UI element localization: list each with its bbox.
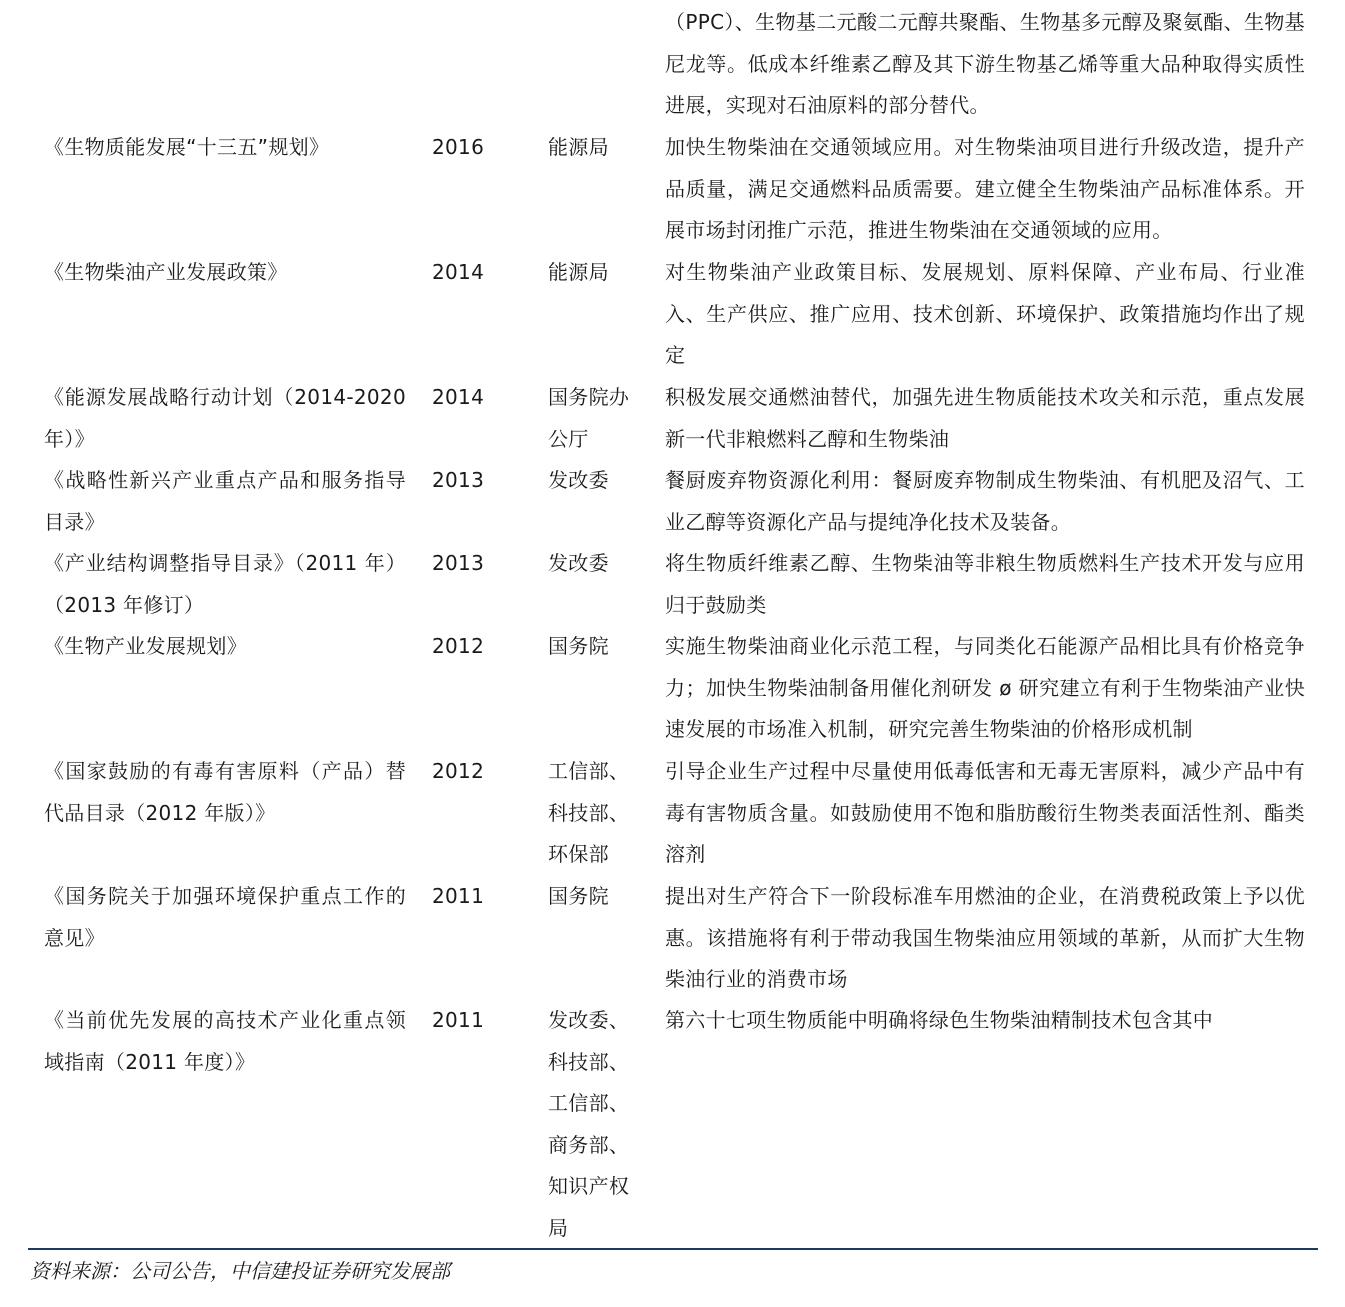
policy-description: 提出对生产符合下一阶段标准车用燃油的企业，在消费税政策上予以优惠。该措施将有利于带动我国生物柴油应用领域的革新，从而扩大生物柴油行业的消费市场 [665, 884, 1305, 991]
policy-year: 2011 [432, 884, 485, 908]
policy-department: 发改委 [548, 551, 609, 575]
policy-description: 第六十七项生物质能中明确将绿色生物柴油精制技术包含其中 [665, 1008, 1214, 1032]
policy-name: 《能源发展战略行动计划（2014-2020年）》 [44, 385, 406, 451]
policy-department: 国务院 [548, 634, 609, 658]
policy-name: 《国务院关于加强环境保护重点工作的意见》 [44, 884, 406, 950]
policy-department: 能源局 [548, 260, 609, 284]
table-bottom-rule [28, 1248, 1318, 1250]
policy-department: 工信部、科技部、环保部 [548, 759, 630, 866]
policy-department: 发改委、科技部、工信部、商务部、知识产权局 [548, 1008, 630, 1240]
policy-description: 积极发展交通燃油替代，加强先进生物质能技术攻关和示范，重点发展新一代非粮燃料乙醇和生物柴油 [665, 385, 1305, 451]
policy-year: 2014 [432, 385, 485, 409]
policy-name: 《国家鼓励的有毒有害原料（产品）替代品目录（2012 年版）》 [44, 759, 406, 825]
policy-year: 2016 [432, 135, 485, 159]
policy-description: 餐厨废弃物资源化利用：餐厨废弃物制成生物柴油、有机肥及沼气、工业乙醇等资源化产品与提纯净化技术及装备。 [665, 468, 1305, 534]
policy-name: 《当前优先发展的高技术产业化重点领域指南（2011 年度）》 [44, 1008, 406, 1074]
source-note: 资料来源：公司公告，中信建投证券研究发展部 [30, 1259, 450, 1283]
policy-year: 2014 [432, 260, 485, 284]
policy-year: 2013 [432, 468, 485, 492]
policy-description: 加快生物柴油在交通领域应用。对生物柴油项目进行升级改造，提升产品质量，满足交通燃料品质需要。建立健全生物柴油产品标准体系。开展市场封闭推广示范，推进生物柴油在交通领域的应用。 [665, 135, 1305, 242]
policy-description: 引导企业生产过程中尽量使用低毒低害和无毒无害原料，减少产品中有毒有害物质含量。如鼓励使用不饱和脂肪酸衍生物类表面活性剂、酯类溶剂 [665, 759, 1305, 866]
policy-year: 2011 [432, 1008, 485, 1032]
policy-department: 能源局 [548, 135, 609, 159]
policy-year: 2013 [432, 551, 485, 575]
policy-year: 2012 [432, 759, 485, 783]
policy-description: 对生物柴油产业政策目标、发展规划、原料保障、产业布局、行业准入、生产供应、推广应用、技术创新、环境保护、政策措施均作出了规定 [665, 260, 1305, 367]
policy-name: 《生物产业发展规划》 [44, 634, 247, 658]
policy-department: 国务院办公厅 [548, 385, 630, 451]
policy-description: 实施生物柴油商业化示范工程，与同类化石能源产品相比具有价格竞争力；加快生物柴油制备用催化剂研发 ø 研究建立有利于生物柴油产业快速发展的市场准入机制，研究完善生物柴油的价格形成机制 [665, 634, 1305, 741]
policy-name: 《战略性新兴产业重点产品和服务指导目录》 [44, 468, 406, 534]
policy-name: 《生物质能发展“十三五”规划》 [44, 135, 330, 159]
policy-year: 2012 [432, 634, 485, 658]
policy-description: （PPC）、生物基二元酸二元醇共聚酯、生物基多元醇及聚氨酯、生物基尼龙等。低成本纤维素乙醇及其下游生物基乙烯等重大品种取得实质性进展，实现对石油原料的部分替代。 [665, 10, 1305, 117]
policy-name: 《产业结构调整指导目录》（2011 年）（2013 年修订） [44, 551, 406, 617]
policy-department: 国务院 [548, 884, 609, 908]
policy-name: 《生物柴油产业发展政策》 [44, 260, 288, 284]
policy-department: 发改委 [548, 468, 609, 492]
policy-description: 将生物质纤维素乙醇、生物柴油等非粮生物质燃料生产技术开发与应用归于鼓励类 [665, 551, 1305, 617]
